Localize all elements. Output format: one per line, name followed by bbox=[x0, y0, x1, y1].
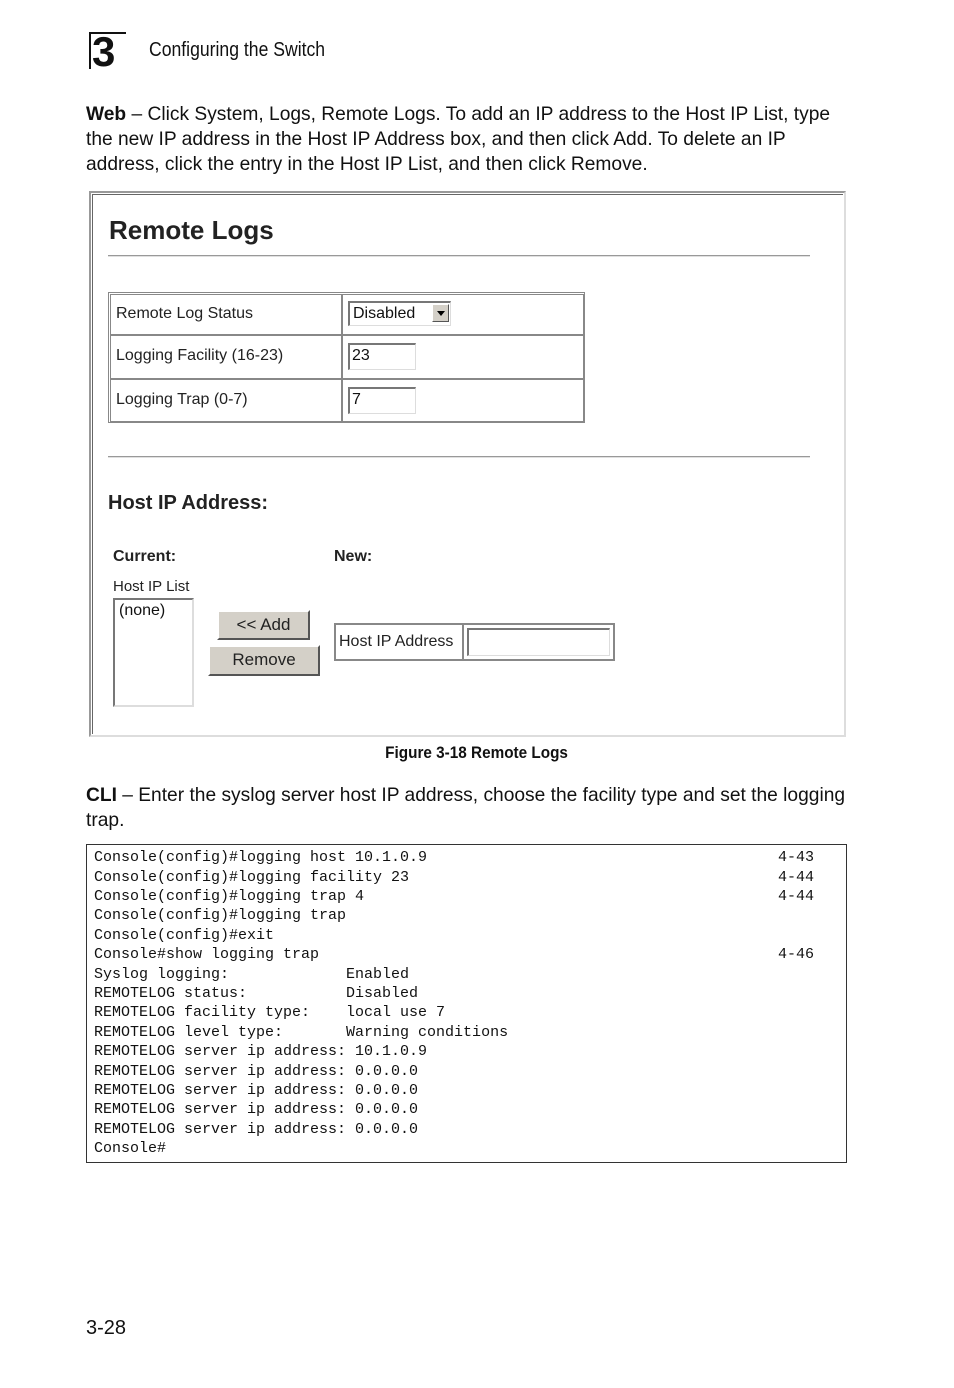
code-line bbox=[94, 906, 839, 925]
remove-button[interactable]: Remove bbox=[208, 645, 320, 676]
code-line bbox=[94, 926, 839, 945]
cli-instructions bbox=[86, 783, 856, 833]
host-ip-list-item[interactable]: (none) bbox=[119, 602, 166, 619]
code-line bbox=[94, 1139, 839, 1158]
remote-log-status-select[interactable] bbox=[348, 301, 451, 326]
code-line bbox=[94, 1062, 839, 1081]
code-line bbox=[94, 887, 839, 906]
code-line bbox=[94, 945, 839, 964]
code-line bbox=[94, 984, 839, 1003]
figure-caption bbox=[0, 743, 954, 763]
remote-log-status-cell bbox=[342, 294, 584, 335]
row-remote-log-status bbox=[110, 294, 342, 335]
code-text: Console# bbox=[94, 1140, 167, 1158]
screenshot-frame bbox=[92, 194, 843, 734]
page-number: 3-28 bbox=[86, 1317, 127, 1339]
logging-facility-input[interactable]: 23 bbox=[348, 343, 416, 370]
logging-facility-label: Logging Facility (16-23) bbox=[116, 347, 284, 364]
web-lead: Web bbox=[86, 104, 127, 125]
code-text: REMOTELOG server ip address: 0.0.0.0 bbox=[94, 1120, 419, 1138]
remote-log-status-label: Remote Log Status bbox=[116, 305, 253, 322]
remote-log-status-value: Disabled bbox=[353, 305, 416, 322]
row-logging-facility bbox=[110, 335, 342, 379]
code-line bbox=[94, 868, 839, 887]
settings-table bbox=[108, 292, 585, 423]
code-line bbox=[94, 848, 839, 867]
code-text: REMOTELOG facility type: local use 7 bbox=[94, 1004, 446, 1022]
code-text: Console(config)#logging trap 4 bbox=[94, 887, 365, 905]
code-text: REMOTELOG server ip address: 0.0.0.0 bbox=[94, 1081, 419, 1099]
code-text: REMOTELOG status: Disabled bbox=[94, 984, 419, 1002]
new-host-ip-table bbox=[334, 623, 615, 661]
code-text: Console(config)#logging trap bbox=[94, 907, 347, 925]
logging-trap-cell bbox=[342, 379, 584, 422]
web-instructions bbox=[86, 102, 856, 177]
code-line bbox=[94, 1023, 839, 1042]
host-ip-list-label: Host IP List bbox=[113, 578, 190, 595]
code-text: Console(config)#exit bbox=[94, 926, 275, 944]
host-ip-address-cell bbox=[463, 624, 614, 660]
code-text: REMOTELOG level type: Warning conditions bbox=[94, 1023, 509, 1041]
code-line bbox=[94, 1003, 839, 1022]
code-text: REMOTELOG server ip address: 0.0.0.0 bbox=[94, 1101, 419, 1119]
chapter-number: 3 bbox=[92, 28, 116, 75]
row-logging-trap bbox=[110, 379, 342, 422]
logging-trap-label: Logging Trap (0-7) bbox=[116, 391, 248, 408]
host-ip-list[interactable] bbox=[113, 598, 194, 707]
code-text: REMOTELOG server ip address: 10.1.0.9 bbox=[94, 1043, 428, 1061]
cli-code-box bbox=[86, 844, 847, 1163]
chapter-title: Configuring the Switch bbox=[149, 39, 326, 61]
web-text: – Click System, Logs, Remote Logs. To add an IP address to the Host IP List, type the new IP address in the Host IP Address box, and then click Add. To delete an IP address, click the entry in the Host IP List, and then click Remove. bbox=[86, 104, 831, 175]
code-ref: 4-44 bbox=[777, 868, 814, 886]
code-ref: 4-44 bbox=[777, 887, 814, 905]
code-line bbox=[94, 965, 839, 984]
code-ref: 4-43 bbox=[777, 849, 814, 866]
title-divider bbox=[108, 255, 810, 257]
figure-caption-text: Figure 3-18 Remote Logs bbox=[385, 743, 569, 762]
new-label: New: bbox=[334, 548, 373, 565]
code-line bbox=[94, 1042, 839, 1061]
code-text: REMOTELOG server ip address: 0.0.0.0 bbox=[94, 1062, 419, 1080]
code-text: Console(config)#logging host 10.1.0.9 bbox=[94, 849, 428, 866]
chevron-down-icon[interactable] bbox=[432, 304, 449, 322]
host-ip-address-input[interactable] bbox=[467, 628, 610, 656]
code-text: Console(config)#logging facility 23 bbox=[94, 868, 410, 886]
current-label: Current: bbox=[113, 548, 177, 565]
remote-logs-title: Remote Logs bbox=[109, 215, 274, 245]
host-ip-section-title: Host IP Address: bbox=[108, 492, 269, 514]
cli-text: – Enter the syslog server host IP address, choose the facility type and set the logging trap. bbox=[86, 785, 846, 831]
logging-facility-cell bbox=[342, 335, 584, 379]
logging-trap-input[interactable]: 7 bbox=[348, 387, 416, 414]
code-line bbox=[94, 1100, 839, 1119]
cli-lead: CLI bbox=[86, 785, 117, 806]
host-ip-address-label: Host IP Address bbox=[339, 633, 454, 650]
code-ref: 4-46 bbox=[777, 946, 814, 964]
code-text: Console#show logging trap bbox=[94, 946, 320, 964]
code-text: Syslog logging: Enabled bbox=[94, 965, 410, 983]
add-button[interactable]: << Add bbox=[217, 610, 310, 640]
host-ip-address-label-cell bbox=[335, 624, 463, 660]
code-line bbox=[94, 1120, 839, 1139]
code-line bbox=[94, 1081, 839, 1100]
section-divider bbox=[108, 456, 810, 458]
remote-logs-screenshot bbox=[89, 191, 846, 737]
